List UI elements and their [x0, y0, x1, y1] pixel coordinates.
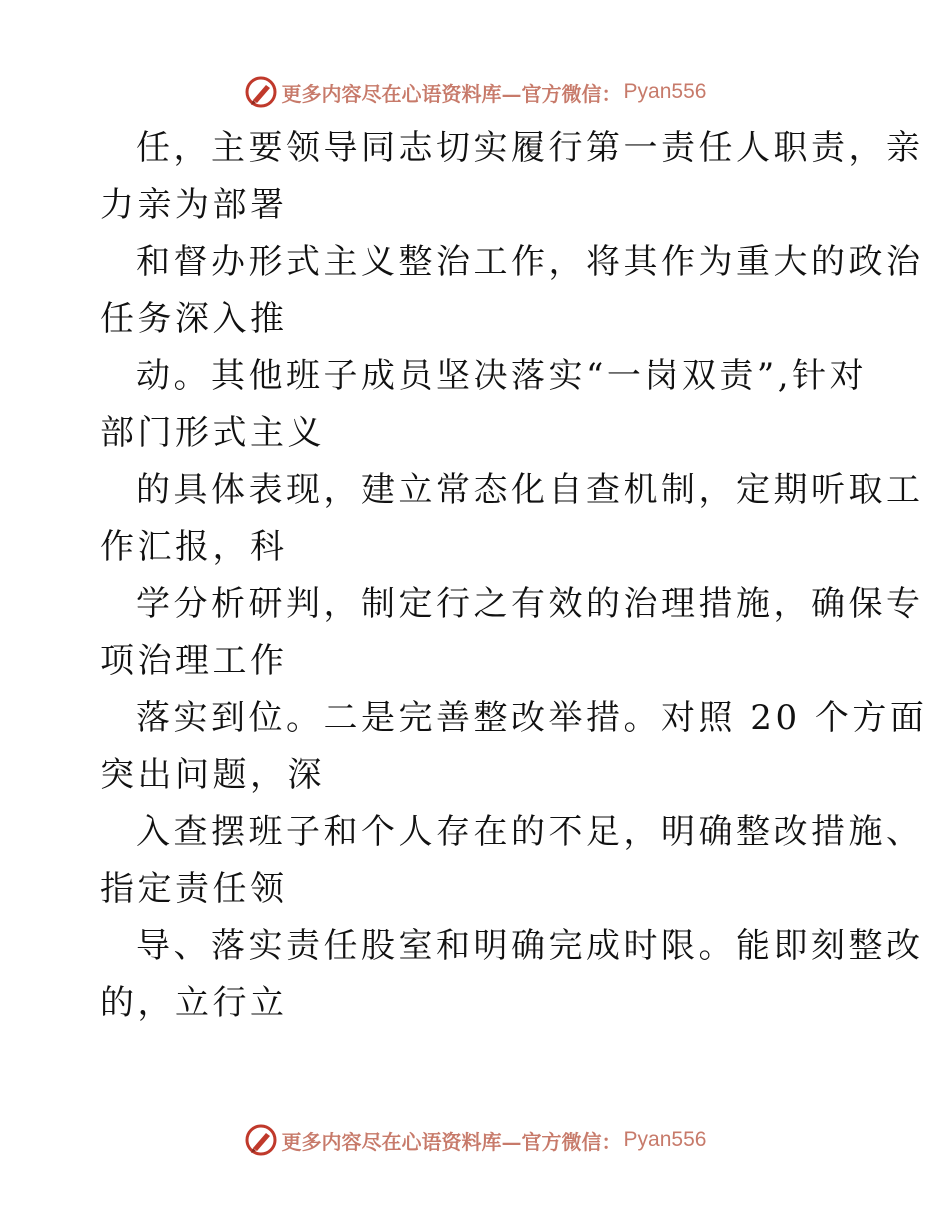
header-banner-wechat-id: Pyan556: [623, 80, 707, 103]
body-line: 力亲为部署: [100, 185, 288, 225]
header-banner: [0, 70, 950, 114]
body-line: 动。其他班子成员坚决落实“一岗双责”,针对: [136, 356, 868, 396]
body-line: 任，主要领导同志切实履行第一责任人职责，亲: [136, 128, 924, 168]
body-line: 作汇报，科: [100, 527, 288, 567]
document-body: [100, 120, 928, 1032]
footer-banner-wechat-id: Pyan556: [623, 1128, 707, 1151]
header-banner-text: 更多内容尽在心语资料库—官方微信：: [281, 81, 622, 106]
body-line: 的，立行立: [100, 983, 288, 1023]
footer-banner: [0, 1118, 950, 1162]
body-line: 的具体表现，建立常态化自查机制，定期听取工: [136, 470, 924, 510]
body-line: 项治理工作: [100, 641, 288, 681]
body-line: 导、落实责任股室和明确完成时限。能即刻整改: [136, 926, 924, 966]
body-line: 和督办形式主义整治工作，将其作为重大的政治: [136, 242, 924, 282]
body-line: 入查摆班子和个人存在的不足，明确整改措施、: [136, 812, 924, 852]
pen-logo-icon: [244, 75, 278, 109]
body-line: 部门形式主义: [100, 413, 325, 453]
body-line: 学分析研判，制定行之有效的治理措施，确保专: [136, 584, 924, 624]
body-line: 突出问题，深: [100, 755, 325, 795]
body-line: 任务深入推: [100, 299, 288, 339]
body-line: 落实到位。二是完善整改举措。对照 20 个方面: [136, 698, 928, 738]
body-line: 指定责任领: [100, 869, 288, 909]
footer-banner-text: 更多内容尽在心语资料库—官方微信：: [281, 1129, 622, 1154]
pen-logo-icon: [244, 1123, 278, 1157]
